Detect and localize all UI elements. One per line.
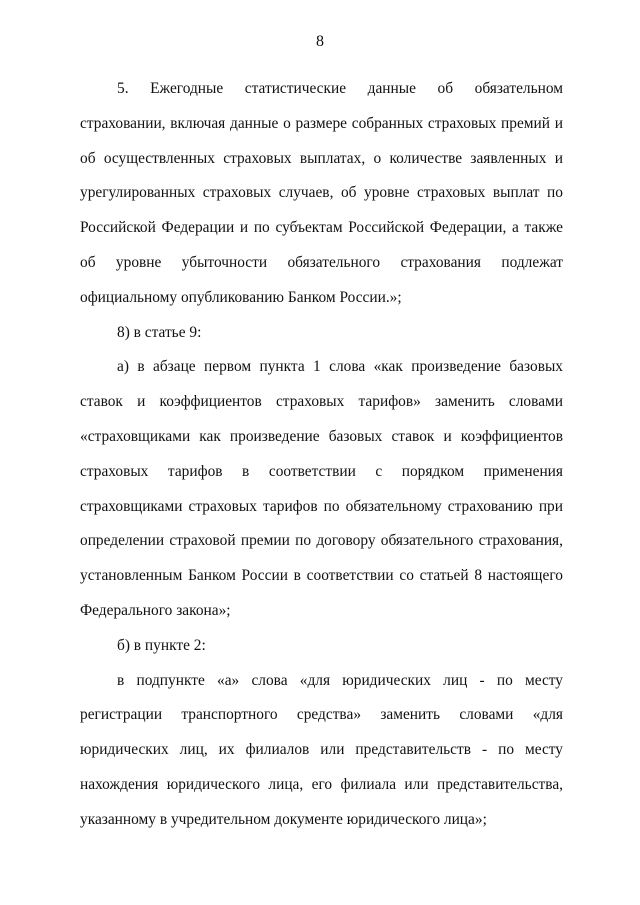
paragraph-article-9-heading: 8) в статье 9:: [117, 323, 202, 341]
paragraph-statistics: 5. Ежегодные статистические данные об обязательном страховании, включая данные о размере собранных страховых премий и об осуществленных страховых выплатах, о количестве заявленных и урегулированных страховых случаев, об уровне страховых выплат по Российской Федерации и по субъектам Российской Федерации, а также об уровне убыточности обязательного страхования подлежат официальному опубликованию Банком России.»;: [80, 80, 563, 306]
paragraph-subitem-b-heading: б) в пункте 2:: [117, 636, 206, 654]
paragraph-subitem-a: а) в абзаце первом пункта 1 слова «как произведение базовых ставок и коэффициентов страховых тарифов» заменить словами «страховщиками как произведение базовых ставок и коэффициентов страховых тарифов в соответствии с порядком применения страховщиками страховых тарифов по обязательному страхованию при определении страховой премии по договору обязательного страхования, установленным Банком России в соответствии со статьей 8 настоящего Федерального закона»;: [80, 358, 563, 619]
paragraph-subitem-a-clause: в подпункте «а» слова «для юридических лиц - по месту регистрации транспортного средства» заменить словами «для юридических лиц, их филиалов или представительств - по месту нахождения юридического лица, его филиала или представительства, указанному в учредительном документе юридического лица»;: [80, 671, 563, 828]
document-body: [80, 72, 563, 838]
page-number: 8: [316, 33, 324, 50]
